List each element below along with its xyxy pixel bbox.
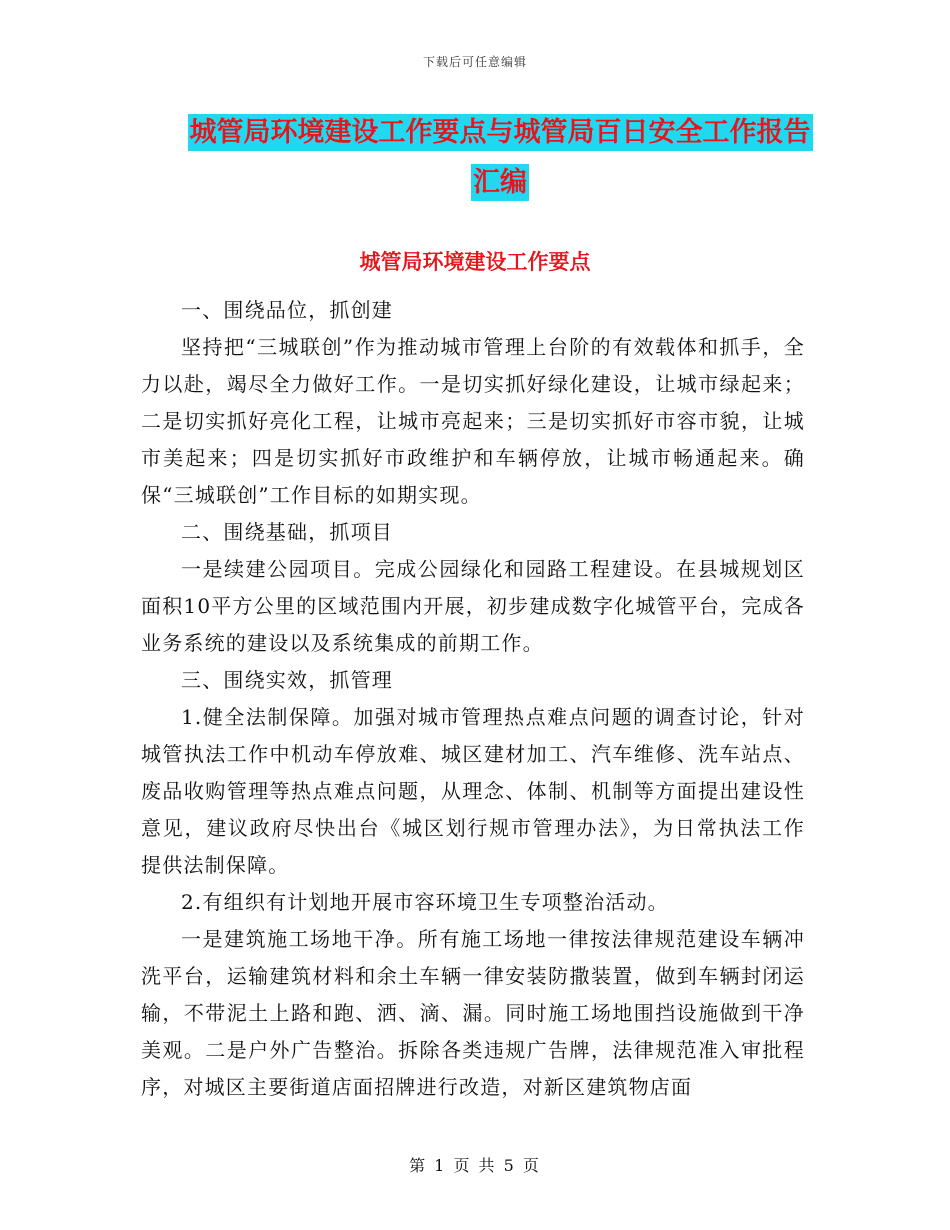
document-title [140, 108, 860, 208]
paragraph: 坚持把“三城联创”作为推动城市管理上台阶的有效载体和抓手，全力以赴，竭尽全力做好工作。一是切实抓好绿化建设，让城市绿起来；二是切实抓好亮化工程，让城市亮起来；三是切实抓好市容市貌，让城市美起来；四是切实抓好市政维护和车辆停放，让城市畅通起来。确保“三城联创”工作目标的如期实现。 [141, 335, 805, 507]
page-number: 第 1 页 共 5 页 [409, 1156, 541, 1175]
document-title-line-1: 城管局环境建设工作要点与城管局百日安全工作报告 [188, 114, 813, 151]
document-body [141, 292, 805, 1106]
document-title-line-2: 汇编 [471, 164, 529, 201]
section-title: 城管局环境建设工作要点 [359, 250, 591, 274]
paragraph: 一是建筑施工场地干净。所有施工场地一律按法律规范建设车辆冲洗平台，运输建筑材料和余土车辆一律安装防撒装置，做到车辆封闭运输，不带泥土上路和跑、洒、滴、漏。同时施工场地围挡设施做到干净美观。二是户外广告整治。拆除各类违规广告牌，法律规范准入审批程序，对城区主要街道店面招牌进行改造，对新区建筑物店面 [141, 927, 805, 1099]
heading-2: 二、围绕基础，抓项目 [181, 520, 393, 544]
paragraph: 一是续建公园项目。完成公园绿化和园路工程建设。在县城规划区面积10平方公里的区域范围内开展，初步建成数字化城管平台，完成各业务系统的建设以及系统集成的前期工作。 [141, 557, 805, 655]
heading-3: 三、围绕实效，抓管理 [181, 668, 393, 692]
paragraph: 1.健全法制保障。加强对城市管理热点难点问题的调查讨论，针对城管执法工作中机动车停放难、城区建材加工、汽车维修、洗车站点、废品收购管理等热点难点问题，从理念、体制、机制等方面提出建设性意见，建议政府尽快出台《城区划行规市管理办法》，为日常执法工作提供法制保障。 [141, 705, 805, 877]
page-header-note: 下载后可任意编辑 [422, 55, 527, 69]
paragraph: 2.有组织有计划地开展市容环境卫生专项整治活动。 [181, 890, 669, 914]
heading-1: 一、围绕品位，抓创建 [181, 298, 393, 322]
